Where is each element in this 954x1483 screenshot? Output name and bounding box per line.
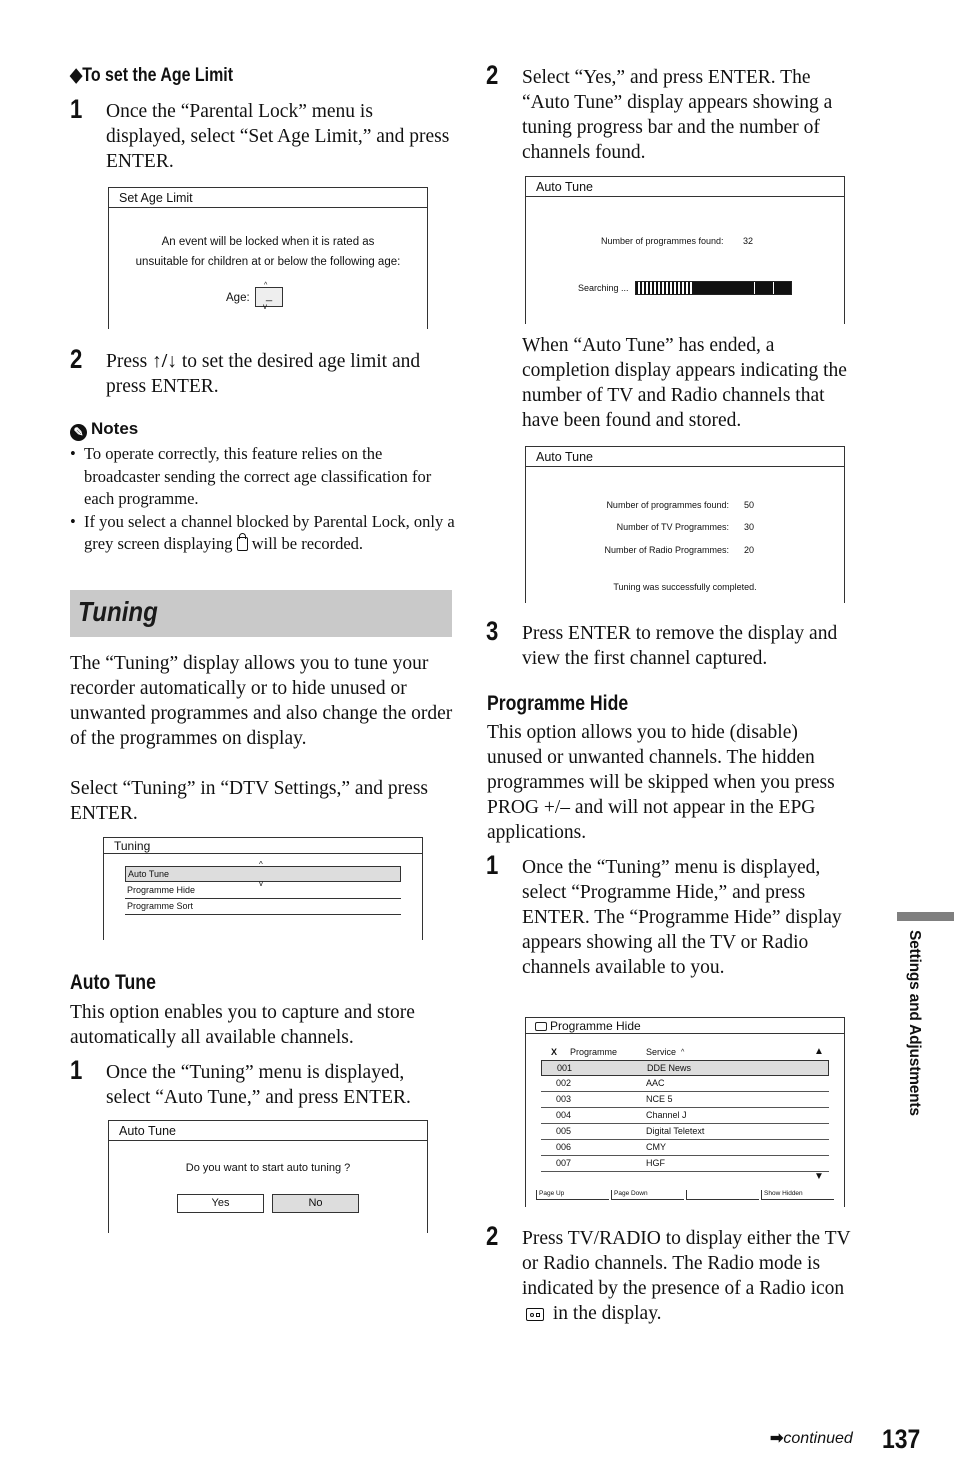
age-label: Age: xyxy=(226,292,250,304)
auto-tune-complete-screen xyxy=(525,446,845,603)
menu-item-auto-tune[interactable]: Auto Tune xyxy=(125,866,401,882)
tuning-screen xyxy=(103,837,423,940)
tv-icon xyxy=(535,1022,547,1031)
step-text: Once the “Tuning” menu is displayed, select “Auto Tune,” and press ENTER. xyxy=(106,1062,411,1108)
side-tab xyxy=(893,930,933,1140)
step-number: 2 xyxy=(486,60,499,90)
section-title: Tuning xyxy=(78,596,158,627)
step-text: Once the “Tuning” menu is displayed, select “Programme Hide,” and press ENTER. The “Programme Hide” display appears showing all the TV or Radio channels available to you. xyxy=(522,857,842,978)
table-row[interactable]: 001 DDE News xyxy=(541,1060,829,1076)
step-number: 1 xyxy=(70,94,83,124)
found-value: 32 xyxy=(743,236,754,246)
column-programme: Programme xyxy=(570,1047,618,1057)
page-number: 137 xyxy=(882,1424,921,1454)
scroll-down-icon[interactable]: ▼ xyxy=(814,1171,824,1182)
up-down-arrow-icon: ↑/↓ xyxy=(152,351,177,372)
screen-title: Auto Tune xyxy=(526,447,844,467)
step-number: 1 xyxy=(70,1055,83,1085)
completion-message: Tuning was successfully completed. xyxy=(613,582,757,592)
arrow-right-icon: ➡ xyxy=(770,1430,784,1447)
down-arrow-icon: v xyxy=(263,302,267,311)
step-text: Select “Yes,” and press ENTER. The “Auto Tune” display appears showing a tuning progress bar and the number of channels found. xyxy=(522,67,833,163)
note-item: • If you select a channel blocked by Parental Lock, only a grey screen displaying will be recorded. xyxy=(70,511,455,556)
up-arrow-icon: ^ xyxy=(259,860,263,869)
radio-icon xyxy=(526,1308,544,1321)
menu-item-programme-sort[interactable]: Programme Sort xyxy=(125,899,401,915)
screen-text: unsuitable for children at or below the following age: xyxy=(135,256,401,268)
notes-list xyxy=(70,443,455,556)
paragraph: Select “Tuning” in “DTV Settings,” and press ENTER. xyxy=(70,778,428,824)
up-arrow-icon: ^ xyxy=(264,282,268,289)
paragraph: This option enables you to capture and store automatically all available channels. xyxy=(70,1002,415,1048)
notes-title: ✎ Notes xyxy=(70,419,138,441)
step-number: 2 xyxy=(70,344,83,374)
step-number: 1 xyxy=(486,850,499,880)
table-row[interactable]: 005 Digital Teletext xyxy=(541,1124,829,1140)
stat-value: 50 xyxy=(744,500,755,510)
channel-list xyxy=(541,1060,829,1178)
paragraph: This option allows you to hide (disable) unused or unwanted channels. The hidden programmes will be skipped when you press PROG +/– and will not appear in the EPG applications. xyxy=(487,722,835,843)
column-hide: X xyxy=(551,1047,558,1057)
stat-value: 30 xyxy=(744,522,755,532)
step-text: Press ENTER to remove the display and view the first channel captured. xyxy=(522,623,838,669)
programme-hide-heading: Programme Hide xyxy=(487,692,629,715)
age-value-field[interactable]: _ xyxy=(255,287,283,307)
page-down-button[interactable]: Page Down xyxy=(611,1190,684,1200)
screen-question: Do you want to start auto tuning ? xyxy=(185,1162,351,1174)
set-age-limit-screen xyxy=(108,187,428,329)
show-hidden-button[interactable]: Show Hidden xyxy=(761,1190,834,1200)
no-button[interactable]: No xyxy=(272,1194,359,1213)
auto-tune-heading: Auto Tune xyxy=(70,971,156,994)
stat-value: 20 xyxy=(744,545,755,555)
column-service: Service xyxy=(646,1047,677,1057)
stat-label: Number of TV Programmes: xyxy=(616,522,729,532)
step-text: Once the “Parental Lock” menu is displayed, select “Set Age Limit,” and press ENTER. xyxy=(106,101,450,172)
table-row[interactable]: 003 NCE 5 xyxy=(541,1092,829,1108)
side-tab-marker xyxy=(897,912,954,921)
note-item: • To operate correctly, this feature relies on the broadcaster sending the correct age classification for each programme. xyxy=(70,443,455,511)
stat-label: Number of programmes found: xyxy=(606,500,729,510)
lock-icon xyxy=(237,537,248,551)
progress-bar xyxy=(635,281,792,295)
yes-button[interactable]: Yes xyxy=(177,1194,264,1213)
continued-label: ➡continued xyxy=(770,1430,853,1447)
notes-icon: ✎ xyxy=(70,424,87,441)
menu-item-programme-hide[interactable]: Programme Hide xyxy=(125,883,401,899)
auto-tune-progress-screen xyxy=(525,176,845,324)
auto-tune-question-screen xyxy=(108,1120,428,1233)
table-row[interactable]: 004 Channel J xyxy=(541,1108,829,1124)
screen-title: Programme Hide xyxy=(535,1019,641,1033)
diamond-icon: ◆ xyxy=(70,65,83,86)
screen-title: Set Age Limit xyxy=(109,188,427,208)
table-row[interactable]: 006 CMY xyxy=(541,1140,829,1156)
step-text: Press TV/RADIO to display either the TV or Radio channels. The Radio mode is indicated by the presence of a Radio icon in the display. xyxy=(522,1228,851,1324)
side-tab-label: Settings and Adjustments xyxy=(906,930,923,1116)
table-row[interactable]: 002 AAC xyxy=(541,1076,829,1092)
programme-hide-screen xyxy=(525,1017,845,1207)
searching-label: Searching ... xyxy=(578,283,629,293)
step-text: Press ↑/↓ to set the desired age limit and press ENTER. xyxy=(106,351,421,397)
screen-title: Auto Tune xyxy=(526,177,844,197)
step-number: 2 xyxy=(486,1221,499,1251)
up-arrow-icon: ^ xyxy=(681,1049,685,1056)
table-row[interactable]: 007 HGF xyxy=(541,1156,829,1172)
screen-title: Auto Tune xyxy=(109,1121,427,1141)
age-limit-heading: ◆To set the Age Limit xyxy=(70,65,234,86)
down-arrow-icon: v xyxy=(259,879,263,888)
scroll-up-icon[interactable]: ▲ xyxy=(814,1046,824,1057)
section-banner xyxy=(70,590,452,637)
screen-text: An event will be locked when it is rated as xyxy=(161,236,375,248)
paragraph: When “Auto Tune” has ended, a completion display appears indicating the number of TV and Radio channels that have been found and stored. xyxy=(522,335,847,431)
screen-title: Tuning xyxy=(114,839,151,853)
step-number: 3 xyxy=(486,616,499,646)
page-up-button[interactable]: Page Up xyxy=(536,1190,609,1200)
blank-button[interactable] xyxy=(686,1190,759,1200)
stat-label: Number of Radio Programmes: xyxy=(604,545,729,555)
paragraph: The “Tuning” display allows you to tune your recorder automatically or to hide unused or unwanted programmes and also change the order of the programmes on display. xyxy=(70,653,453,749)
found-label: Number of programmes found: xyxy=(601,236,724,246)
